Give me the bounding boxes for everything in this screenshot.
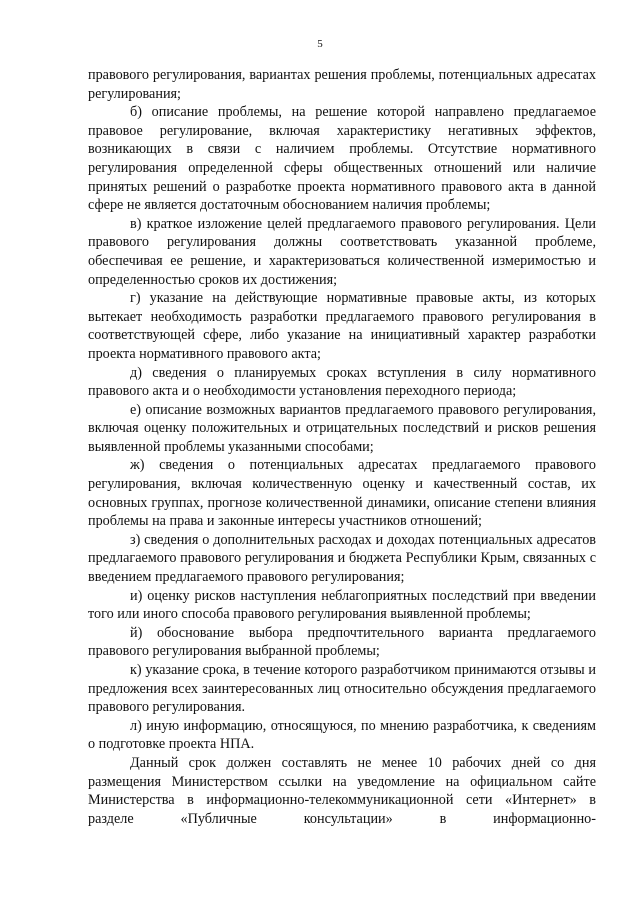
paragraph-p3: г) указание на действующие нормативные правовые акты, из которых вытекает необходимость разработки предлагаемого правового регулирования в соответствующей сфере, либо указание на инициативный характер разработки проекта нормативного правового акта; (88, 290, 596, 362)
paragraph-p1: б) описание проблемы, на решение которой направлено предлагаемое правовое регулирование, включая характеристику негативных эффектов, возникающих в связи с наличием проблемы. Отсутствие нормативного регулирования определенной сферы общественных отношений или наличие принятых решений о разработке проекта нормативного правового акта в данной сфере не является достаточным обоснованием наличия проблемы; (88, 104, 596, 214)
paragraph-p8: и) оценку рисков наступления неблагоприятных последствий при введении того или иного способа правового регулирования выявленной проблемы; (88, 587, 596, 623)
paragraph-p4: д) сведения о планируемых сроках вступления в силу нормативного правового акта и о необходимости установления переходного периода; (88, 364, 596, 400)
paragraph-p2: в) краткое изложение целей предлагаемого правового регулирования. Цели правового регулирования должны соответствовать указанной проблеме, обеспечивая ее решение, и характеризоваться количественной измеримостью и определенностью сроков их достижения; (88, 215, 596, 288)
document-body (88, 66, 596, 828)
paragraph-p11: л) иную информацию, относящуюся, по мнению разработчика, к сведениям о подготовке проекта НПА. (88, 717, 596, 753)
paragraph-p5: е) описание возможных вариантов предлагаемого правового регулирования, включая оценку положительных и отрицательных последствий и рисков решения выявленной проблемы указанными способами; (88, 401, 596, 455)
paragraph-p10: к) указание срока, в течение которого разработчиком принимаются отзывы и предложения всех заинтересованных лиц относительно обсуждения предлагаемого правового регулирования. (88, 662, 596, 716)
paragraph-p0: правового регулирования, вариантах решения проблемы, потенциальных адресатах регулирования; (88, 67, 596, 102)
paragraph-p6: ж) сведения о потенциальных адресатах предлагаемого правового регулирования, включая количественную оценку и качественный состав, их основных группах, прогнозе количественной динамики, описание степени влияния проблемы на права и законные интересы участников отношений; (88, 457, 596, 530)
paragraph-p9: й) обоснование выбора предпочтительного варианта предлагаемого правового регулирования выбранной проблемы; (88, 624, 596, 660)
page-number: 5 (317, 38, 323, 50)
paragraph-p7: з) сведения о дополнительных расходах и доходах потенциальных адресатов предлагаемого правового регулирования и бюджета Республики Крым, связанных с введением предлагаемого правового регулирования; (88, 531, 596, 586)
paragraph-p12: Данный срок должен составлять не менее 10 рабочих дней со дня размещения Министерством ссылки на уведомление на официальном сайте Министерства в информационно-телекоммуникационной сети «Интернет» в разделе «Публичные консультации» в информационно- (88, 754, 596, 827)
